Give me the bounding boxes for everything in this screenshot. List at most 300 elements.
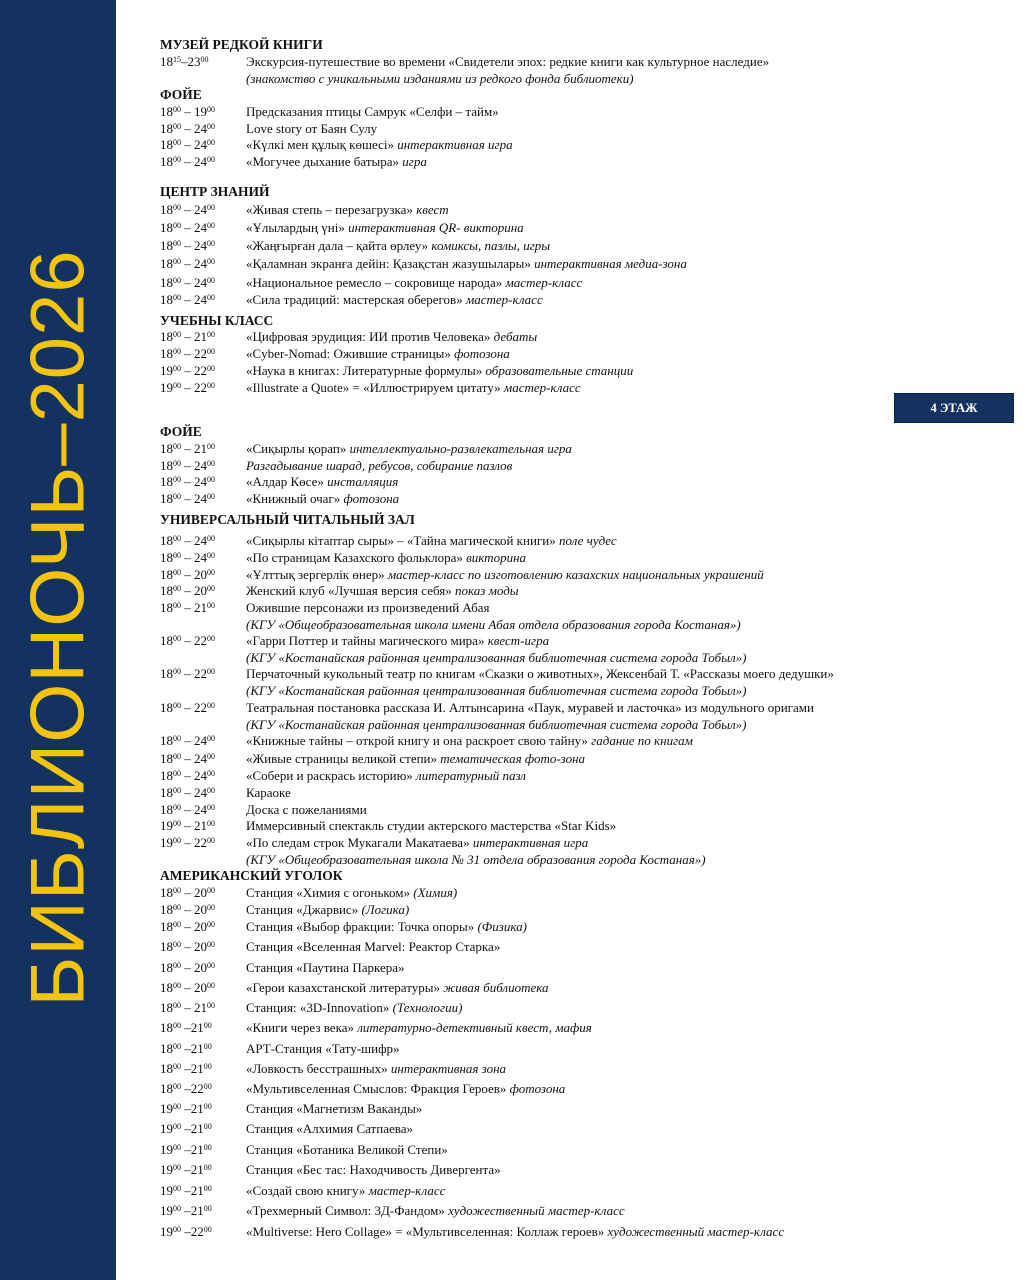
time-minutes: 00 (207, 203, 215, 212)
time-range (160, 292, 246, 308)
time-hour: 24 (194, 768, 207, 783)
event-text (246, 256, 687, 272)
event-title: «Cyber-Nomad: Ожившие страницы» (246, 346, 451, 361)
section-title: УЧЕБНЫ КЛАСС (160, 313, 274, 328)
event-type: мастер-класс (465, 292, 543, 307)
event-title: Станция «Паутина Паркера» (246, 960, 405, 975)
time-separator: – (181, 1121, 191, 1136)
event-type: мастер-класс (503, 380, 581, 395)
time-hour: 18 (160, 1020, 173, 1035)
time-minutes: 00 (207, 903, 215, 912)
time-hour: 18 (160, 292, 173, 307)
event-text (246, 939, 500, 955)
time-minutes: 00 (173, 1122, 181, 1131)
time-hour: 20 (194, 567, 207, 582)
event-type: комиксы, пазлы, игры (431, 238, 551, 253)
event-text (246, 329, 537, 345)
event-title: Театральная постановка рассказа И. Алтынсарина «Паук, муравей и ласточка» из модульного оригами (246, 700, 814, 715)
time-range (160, 137, 246, 153)
time-separator: – (181, 137, 194, 152)
event-text (246, 474, 398, 490)
time-minutes: 00 (173, 203, 181, 212)
event-text (246, 54, 769, 70)
time-hour: 18 (160, 441, 173, 456)
time-hour: 22 (194, 835, 207, 850)
event-title: Станция «Джарвис» (246, 902, 359, 917)
event-organizer: (КГУ «Общеобразовательная школа № 31 отдела образования города Костаная») (246, 852, 706, 867)
event-text (246, 1000, 462, 1016)
event-text (246, 1224, 784, 1240)
time-range (160, 583, 246, 599)
time-hour: 19 (160, 380, 173, 395)
time-minutes: 00 (203, 1122, 212, 1131)
time-minutes: 00 (203, 1102, 212, 1111)
time-minutes: 00 (207, 138, 215, 147)
time-minutes: 00 (173, 122, 181, 131)
time-minutes: 00 (173, 221, 181, 230)
event-organizer: (знакомство с уникальными изданиями из редкого фонда библиотеки) (246, 71, 634, 86)
time-hour: 18 (160, 202, 173, 217)
time-hour: 19 (160, 1183, 173, 1198)
time-hour: 19 (160, 818, 173, 833)
time-minutes: 00 (207, 381, 215, 390)
event-title: «По страницам Казахского фольклора» (246, 550, 463, 565)
event-text (246, 1101, 422, 1117)
event-text (246, 292, 543, 308)
time-hour: 18 (160, 54, 173, 69)
event-text (246, 733, 693, 749)
time-range (160, 633, 246, 649)
time-minutes: 00 (207, 634, 215, 643)
time-hour: 18 (160, 550, 173, 565)
time-hour: 20 (194, 960, 207, 975)
time-minutes: 00 (173, 1062, 181, 1071)
time-minutes: 00 (207, 667, 215, 676)
event-title: «Герои казахстанской литературы» (246, 980, 440, 995)
event-title: «Национальное ремесло – сокровище народа» (246, 275, 503, 290)
time-minutes: 00 (173, 239, 181, 248)
event-title: «Собери и раскрась историю» (246, 768, 413, 783)
event-title: Станция «Бес тас: Находчивость Дивергента» (246, 1162, 501, 1177)
time-separator: – (181, 1000, 194, 1015)
time-hour: 19 (160, 835, 173, 850)
event-type: художественный мастер-класс (448, 1203, 625, 1218)
time-minutes: 00 (207, 442, 215, 451)
time-hour: 24 (194, 785, 207, 800)
time-minutes: 00 (203, 1204, 212, 1213)
time-hour: 18 (160, 1081, 173, 1096)
time-range (160, 980, 246, 996)
time-hour: 18 (160, 902, 173, 917)
time-range (160, 939, 246, 955)
time-range (160, 818, 246, 834)
time-range (160, 491, 246, 507)
time-hour: 19 (160, 1203, 173, 1218)
time-hour: 18 (160, 885, 173, 900)
event-organizer: (КГУ «Костанайская районная централизованная библиотечная система города Тобыл») (246, 683, 747, 698)
time-minutes: 00 (173, 940, 181, 949)
time-minutes: 00 (207, 475, 215, 484)
time-minutes: 00 (203, 1082, 212, 1091)
time-hour: 24 (194, 751, 207, 766)
time-range (160, 1203, 246, 1219)
time-hour: 18 (160, 137, 173, 152)
event-type: художественный мастер-класс (607, 1224, 785, 1239)
time-hour: 22 (194, 380, 207, 395)
time-range (160, 238, 246, 254)
event-type: литературно-детективный квест, мафия (357, 1020, 592, 1035)
time-separator: – (181, 785, 194, 800)
time-hour: 21 (194, 818, 207, 833)
time-minutes: 00 (173, 568, 181, 577)
event-title: «Күлкі мен құлық көшесі» (246, 137, 394, 152)
time-range (160, 960, 246, 976)
time-minutes: 00 (173, 257, 181, 266)
time-hour: 21 (190, 1061, 204, 1076)
time-minutes: 00 (173, 1143, 181, 1152)
time-minutes: 15 (173, 55, 181, 64)
event-text (246, 885, 457, 901)
time-minutes: 00 (207, 601, 215, 610)
time-minutes: 00 (203, 1062, 212, 1071)
time-minutes: 00 (207, 920, 215, 929)
time-minutes: 00 (173, 752, 181, 761)
event-organizer: (КГУ «Костанайская районная централизованная библиотечная система города Тобыл») (246, 717, 747, 732)
event-title: Перчаточный кукольный театр по книгам «Сказки о животных», Жексенбай Т. «Рассказы моего дедушки» (246, 666, 834, 681)
time-range (160, 802, 246, 818)
time-minutes: 00 (207, 364, 215, 373)
time-hour: 22 (194, 363, 207, 378)
time-hour: 21 (190, 1142, 204, 1157)
time-minutes: 00 (203, 1042, 212, 1051)
time-range (160, 666, 246, 682)
time-range (160, 700, 246, 716)
time-hour: 24 (194, 275, 207, 290)
time-minutes: 00 (207, 257, 215, 266)
event-type: гадание по книгам (591, 733, 693, 748)
time-separator: – (181, 238, 194, 253)
event-title: Станция: «3D-Innovation» (246, 1000, 390, 1015)
time-range (160, 363, 246, 379)
time-minutes: 00 (207, 459, 215, 468)
time-separator: – (181, 733, 194, 748)
event-text (246, 550, 526, 566)
event-type: тематическая фото-зона (440, 751, 586, 766)
time-separator: – (181, 202, 194, 217)
time-hour: 21 (194, 1000, 207, 1015)
time-hour: 18 (160, 939, 173, 954)
time-range (160, 275, 246, 291)
time-minutes: 00 (173, 981, 181, 990)
time-hour: 21 (194, 441, 207, 456)
event-title: «Цифровая эрудиция: ИИ против Человека» (246, 329, 491, 344)
time-hour: 20 (194, 939, 207, 954)
time-hour: 19 (194, 104, 207, 119)
time-hour: 21 (194, 600, 207, 615)
event-title: «Multiverse: Hero Collage» = «Мультивселенная: Коллаж героев» (246, 1224, 605, 1239)
time-hour: 18 (160, 600, 173, 615)
time-minutes: 00 (207, 534, 215, 543)
time-separator: – (181, 835, 194, 850)
time-minutes: 00 (173, 1204, 181, 1213)
event-organizer: (КГУ «Общеобразовательная школа имени Абая отдела образования города Костаная») (246, 617, 741, 632)
event-text (246, 583, 519, 599)
time-hour: 20 (194, 583, 207, 598)
time-minutes: 00 (200, 55, 209, 64)
time-hour: 24 (194, 121, 207, 136)
event-title: «Мультивселенная Смыслов: Фракция Героев» (246, 1081, 507, 1096)
time-hour: 18 (160, 329, 173, 344)
event-title: «Живая степь – перезагрузка» (246, 202, 413, 217)
event-title: «Ұлылардың үні» (246, 220, 345, 235)
time-hour: 18 (160, 1000, 173, 1015)
event-text (246, 458, 512, 474)
event-title: Предсказания птицы Самрук «Селфи – тайм» (246, 104, 499, 119)
time-separator: – (181, 292, 194, 307)
event-title: «Сила традиций: мастерская оберегов» (246, 292, 463, 307)
time-hour: 18 (160, 491, 173, 506)
time-minutes: 00 (173, 601, 181, 610)
event-text (246, 835, 588, 851)
event-text (246, 137, 513, 153)
time-hour: 24 (194, 154, 207, 169)
time-minutes: 00 (173, 330, 181, 339)
time-minutes: 00 (203, 1021, 212, 1030)
time-minutes: 00 (173, 769, 181, 778)
event-text (246, 220, 524, 236)
time-minutes: 00 (173, 276, 181, 285)
event-type: интерактивная QR- викторина (348, 220, 524, 235)
time-hour: 18 (160, 346, 173, 361)
time-minutes: 00 (207, 752, 215, 761)
time-separator: – (181, 474, 194, 489)
time-hour: 18 (160, 121, 173, 136)
event-title: АРТ-Станция «Тату-шифр» (246, 1041, 400, 1056)
time-minutes: 00 (207, 1001, 215, 1010)
time-minutes: 00 (173, 584, 181, 593)
time-separator: – (181, 380, 194, 395)
event-text (246, 600, 490, 616)
time-range (160, 220, 246, 236)
event-title: Love story от Баян Сулу (246, 121, 378, 136)
time-range (160, 567, 246, 583)
event-type: литературный пазл (416, 768, 526, 783)
time-hour: 19 (160, 363, 173, 378)
time-hour: 18 (160, 919, 173, 934)
time-minutes: 00 (207, 155, 215, 164)
time-hour: 18 (160, 1041, 173, 1056)
time-range (160, 885, 246, 901)
event-text (246, 1121, 413, 1137)
event-title: «Қаламнан экранға дейін: Қазақстан жазушылары» (246, 256, 531, 271)
section-title: МУЗЕЙ РЕДКОЙ КНИГИ (160, 37, 323, 52)
event-title: Станция «Ботаника Великой Степи» (246, 1142, 448, 1157)
event-title: «Алдар Көсе» (246, 474, 324, 489)
event-text (246, 121, 377, 137)
time-range (160, 785, 246, 801)
time-hour: 18 (160, 533, 173, 548)
time-range (160, 1081, 246, 1097)
time-hour: 24 (194, 202, 207, 217)
time-range (160, 256, 246, 272)
time-separator: – (181, 939, 194, 954)
time-minutes: 00 (207, 568, 215, 577)
event-type: мастер-класс (368, 1183, 446, 1198)
section-title: ЦЕНТР ЗНАНИЙ (160, 184, 270, 199)
time-hour: 18 (160, 275, 173, 290)
time-hour: 18 (160, 583, 173, 598)
side-title: БИБЛИОНОЧЬ–2026 (15, 249, 101, 1007)
event-title: «Гарри Поттер и тайны магического мира» (246, 633, 485, 648)
event-text (246, 919, 527, 935)
time-separator: – (181, 1224, 191, 1239)
section-title: УНИВЕРСАЛЬНЫЙ ЧИТАЛЬНЫЙ ЗАЛ (160, 512, 415, 527)
time-hour: 20 (194, 885, 207, 900)
time-minutes: 00 (173, 551, 181, 560)
event-type: интеллектуально-развлекательная игра (349, 441, 572, 456)
time-minutes: 00 (173, 961, 181, 970)
time-hour: 18 (160, 238, 173, 253)
time-range (160, 733, 246, 749)
event-text (246, 751, 585, 767)
time-hour: 21 (194, 329, 207, 344)
event-title: «Книжный очаг» (246, 491, 341, 506)
event-text (246, 154, 427, 170)
event-title: Станция «Химия с огоньком» (246, 885, 411, 900)
time-minutes: 00 (173, 1225, 181, 1234)
event-title: Станция «Алхимия Сатпаева» (246, 1121, 413, 1136)
time-hour: 24 (194, 802, 207, 817)
time-minutes: 00 (173, 886, 181, 895)
time-separator: – (181, 121, 194, 136)
time-minutes: 00 (173, 155, 181, 164)
time-hour: 24 (194, 733, 207, 748)
event-title: Иммерсивный спектакль студии актерского мастерства «Star Kids» (246, 818, 617, 833)
event-title: «По следам строк Мукагали Макатаева» (246, 835, 470, 850)
time-separator: – (181, 818, 194, 833)
event-type: викторина (466, 550, 527, 565)
time-range (160, 474, 246, 490)
event-title: «Сиқырлы қорап» (246, 441, 347, 456)
time-minutes: 00 (207, 276, 215, 285)
event-title: «Illustrate a Quote» = «Иллюстрируем цитату» (246, 380, 501, 395)
time-hour: 18 (160, 458, 173, 473)
time-hour: 19 (160, 1101, 173, 1116)
time-minutes: 00 (207, 584, 215, 593)
time-separator: – (181, 441, 194, 456)
event-type: поле чудес (558, 533, 617, 548)
time-range (160, 1020, 246, 1036)
event-title: «Книжные тайны – открой книгу и она раскроет свою тайну» (246, 733, 588, 748)
event-text (246, 802, 367, 818)
time-separator: – (181, 329, 194, 344)
event-type: игра (402, 154, 427, 169)
event-type: (Логика) (361, 902, 410, 917)
event-type: (Физика) (477, 919, 527, 934)
time-minutes: 00 (173, 492, 181, 501)
event-text (246, 380, 581, 396)
time-hour: 19 (160, 1162, 173, 1177)
event-text (246, 1061, 506, 1077)
floor-badge: 4 ЭТАЖ (894, 393, 1014, 423)
time-minutes: 00 (173, 138, 181, 147)
event-type: мастер-класс (505, 275, 583, 290)
time-minutes: 00 (173, 903, 181, 912)
time-range (160, 1000, 246, 1016)
event-title: «Трехмерный Символ: 3Д-Фандом» (246, 1203, 445, 1218)
time-minutes: 00 (173, 701, 181, 710)
time-separator: – (181, 600, 194, 615)
time-separator: – (181, 751, 194, 766)
time-hour: 24 (194, 533, 207, 548)
time-minutes: 00 (207, 330, 215, 339)
time-separator: – (181, 666, 194, 681)
time-range (160, 1224, 246, 1240)
time-minutes: 00 (173, 459, 181, 468)
time-minutes: 00 (207, 122, 215, 131)
time-hour: 22 (190, 1081, 204, 1096)
time-separator: – (181, 154, 194, 169)
event-type: (Технологии) (392, 1000, 463, 1015)
time-minutes: 00 (173, 534, 181, 543)
time-minutes: 00 (173, 667, 181, 676)
time-hour: 22 (194, 346, 207, 361)
time-minutes: 00 (203, 1225, 212, 1234)
event-title: Доска с пожеланиями (246, 802, 367, 817)
event-text (246, 1162, 501, 1178)
time-separator: – (181, 1020, 191, 1035)
time-hour: 21 (190, 1162, 204, 1177)
event-type: (Химия) (413, 885, 458, 900)
time-minutes: 00 (207, 105, 215, 114)
time-separator: – (181, 768, 194, 783)
time-range (160, 329, 246, 345)
event-text (246, 1020, 592, 1036)
time-range (160, 600, 246, 616)
event-type: Разгадывание шарад, ребусов, собирание пазлов (246, 458, 513, 473)
time-hour: 24 (194, 137, 207, 152)
time-separator: – (181, 919, 194, 934)
event-title: «Могучее дыхание батыра» (246, 154, 400, 169)
time-range (160, 902, 246, 918)
time-minutes: 00 (173, 364, 181, 373)
event-text (246, 104, 499, 120)
time-range (160, 1162, 246, 1178)
time-hour: 20 (194, 902, 207, 917)
time-separator: – (181, 1081, 191, 1096)
event-type: показ моды (455, 583, 519, 598)
time-minutes: 00 (207, 786, 215, 795)
time-hour: 24 (194, 220, 207, 235)
time-separator: – (181, 802, 194, 817)
side-band (0, 0, 116, 1280)
event-text (246, 633, 549, 649)
time-hour: 18 (160, 980, 173, 995)
time-separator: – (181, 104, 194, 119)
time-hour: 24 (194, 458, 207, 473)
time-minutes: 00 (207, 886, 215, 895)
event-text (246, 666, 834, 682)
time-hour: 18 (160, 567, 173, 582)
time-hour: 18 (160, 733, 173, 748)
time-hour: 18 (160, 220, 173, 235)
time-minutes: 00 (173, 836, 181, 845)
event-title: «Ловкость бесстрашных» (246, 1061, 388, 1076)
time-minutes: 00 (207, 551, 215, 560)
event-type: инсталляция (327, 474, 399, 489)
time-minutes: 00 (173, 1163, 181, 1172)
event-text (246, 818, 616, 834)
